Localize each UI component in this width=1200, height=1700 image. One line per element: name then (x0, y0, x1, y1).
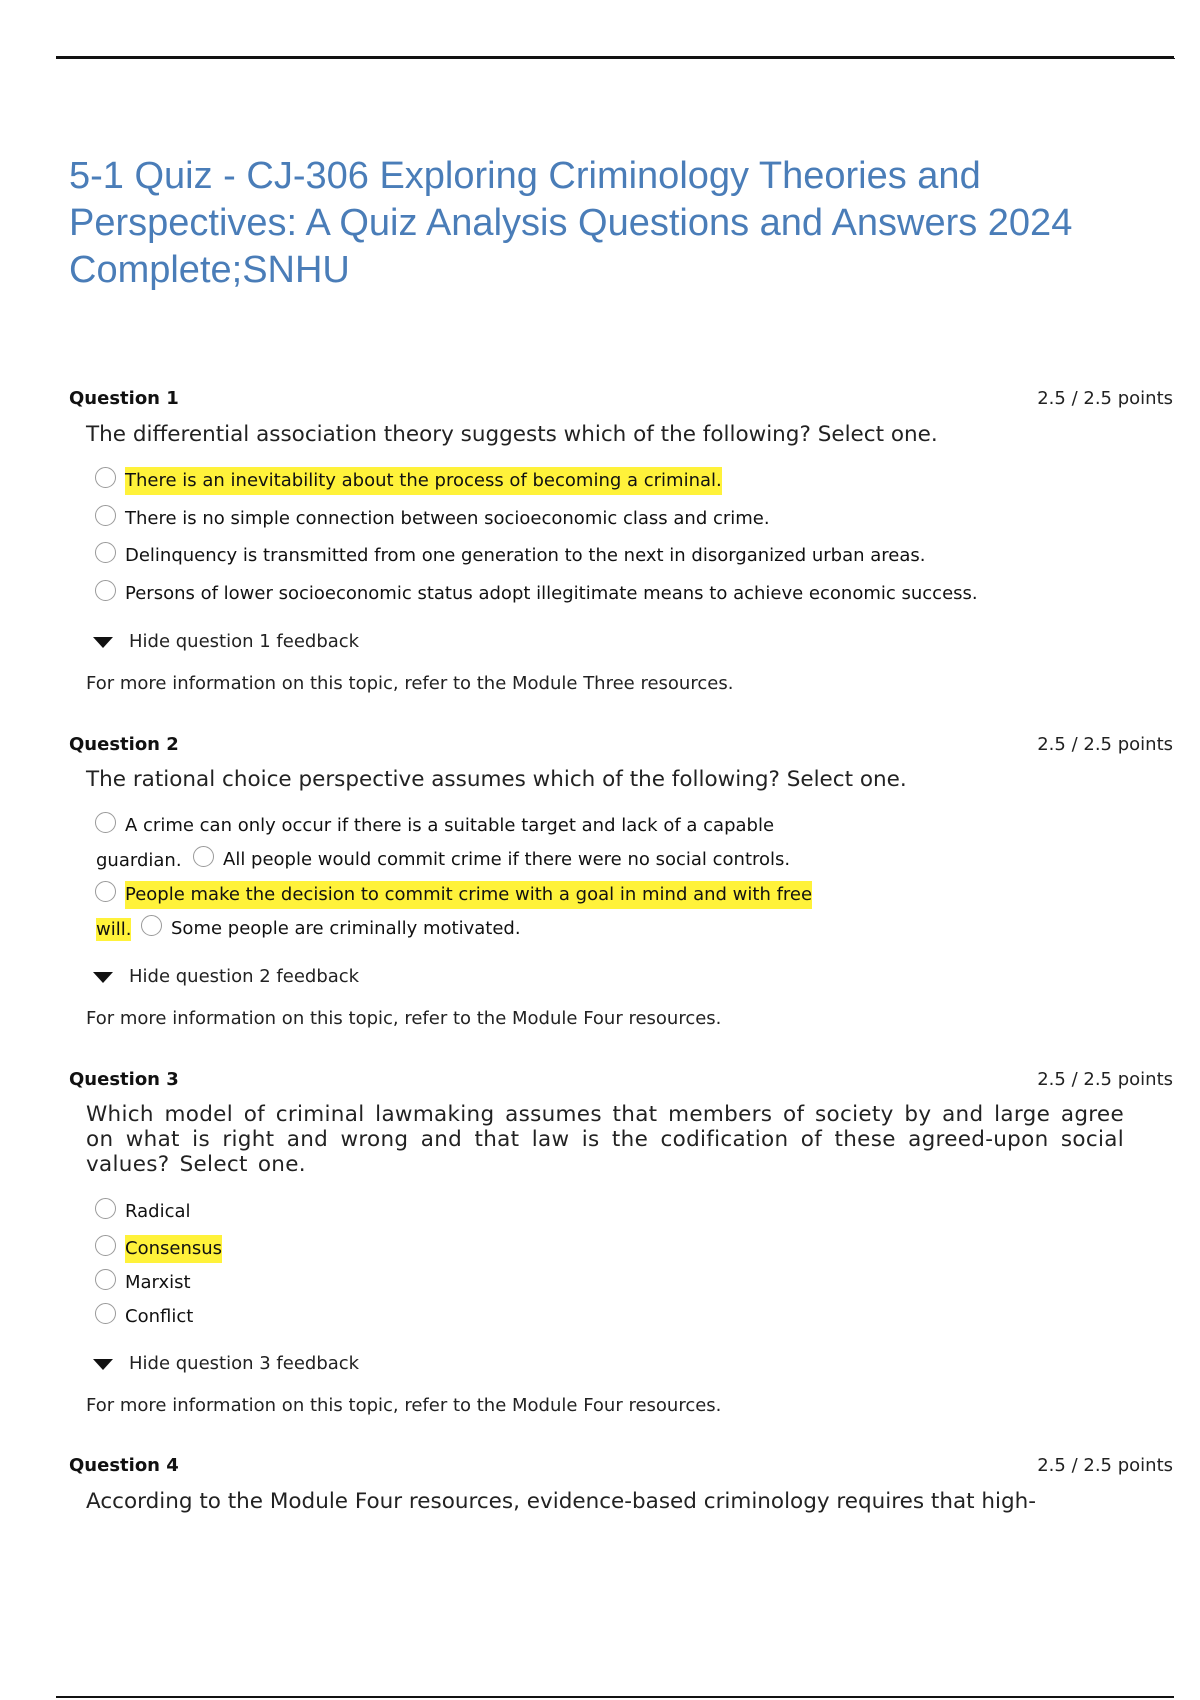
question-header (69, 1069, 1173, 1093)
question-text: According to the Module Four resources, evidence-based criminology requires that high- (86, 1489, 1037, 1514)
answer-option-label: All people would commit crime if there were no social controls. (223, 849, 791, 870)
page-title: 5-1 Quiz - CJ-306 Exploring Criminology Theories and Perspectives: A Quiz Analysis Questions and Answers 2024 Complete;SNHU (69, 155, 1073, 291)
answer-option-label: A crime can only occur if there is a suitable target and lack of a capable (125, 815, 775, 836)
feedback-text: For more information on this topic, refer to the Module Three resources. (86, 673, 734, 694)
hide-feedback-label: Hide question 2 feedback (129, 966, 360, 987)
question-text: Which model of criminal lawmaking assumes that members of society by and large agree on what is right and wrong and that law is the codification of these agreed-upon social values? Select one. (86, 1102, 1124, 1177)
answer-option-label: Delinquency is transmitted from one generation to the next in disorganized urban areas. (125, 545, 926, 566)
question-text: The differential association theory suggests which of the following? Select one. (86, 422, 938, 447)
question-header (69, 388, 1173, 412)
bottom-rule (56, 1696, 1174, 1698)
answer-option-label-continued: guardian. (96, 850, 182, 871)
radio-button-icon[interactable] (95, 580, 116, 601)
radio-button-icon[interactable] (95, 467, 116, 488)
radio-button-icon[interactable] (193, 846, 214, 867)
triangle-down-icon (93, 637, 113, 648)
answer-option-label: Consensus (125, 1235, 222, 1263)
question-number: Question 1 (69, 388, 179, 409)
question-number: Question 3 (69, 1069, 179, 1090)
answer-option-label: Conflict (125, 1306, 194, 1327)
triangle-down-icon (93, 972, 113, 983)
feedback-text: For more information on this topic, refer to the Module Four resources. (86, 1008, 722, 1029)
radio-button-icon[interactable] (95, 542, 116, 563)
question-header (69, 734, 1173, 758)
radio-button-icon[interactable] (95, 1269, 116, 1290)
triangle-down-icon (93, 1359, 113, 1370)
question-text: The rational choice perspective assumes which of the following? Select one. (86, 767, 907, 792)
radio-button-icon[interactable] (95, 1198, 116, 1219)
hide-feedback-label: Hide question 1 feedback (129, 631, 360, 652)
question-points: 2.5 / 2.5 points (1037, 734, 1173, 755)
question-header (69, 1455, 1173, 1479)
top-rule-tail (1143, 58, 1175, 59)
question-number: Question 2 (69, 734, 179, 755)
answer-option-label: Marxist (125, 1272, 191, 1293)
answer-option-label: Some people are criminally motivated. (171, 918, 521, 939)
radio-button-icon[interactable] (95, 881, 116, 902)
radio-button-icon[interactable] (95, 812, 116, 833)
answer-option-label: Persons of lower socioeconomic status adopt illegitimate means to achieve economic success. (125, 583, 978, 604)
question-points: 2.5 / 2.5 points (1037, 388, 1173, 409)
answer-option-label: There is an inevitability about the process of becoming a criminal. (125, 467, 722, 495)
radio-button-icon[interactable] (95, 505, 116, 526)
hide-feedback-label: Hide question 3 feedback (129, 1353, 360, 1374)
radio-button-icon[interactable] (95, 1303, 116, 1324)
answer-option-label: Radical (125, 1201, 191, 1222)
feedback-text: For more information on this topic, refer to the Module Four resources. (86, 1395, 722, 1416)
answer-option-label: People make the decision to commit crime with a goal in mind and with free (125, 881, 812, 909)
question-points: 2.5 / 2.5 points (1037, 1455, 1173, 1476)
radio-button-icon[interactable] (95, 1235, 116, 1256)
highlighted-fragment: will. (96, 919, 132, 940)
answer-option-label-continued (96, 916, 131, 944)
answer-option-label: There is no simple connection between socioeconomic class and crime. (125, 508, 770, 529)
radio-button-icon[interactable] (141, 915, 162, 936)
top-rule (56, 56, 1174, 59)
question-points: 2.5 / 2.5 points (1037, 1069, 1173, 1090)
question-number: Question 4 (69, 1455, 179, 1476)
